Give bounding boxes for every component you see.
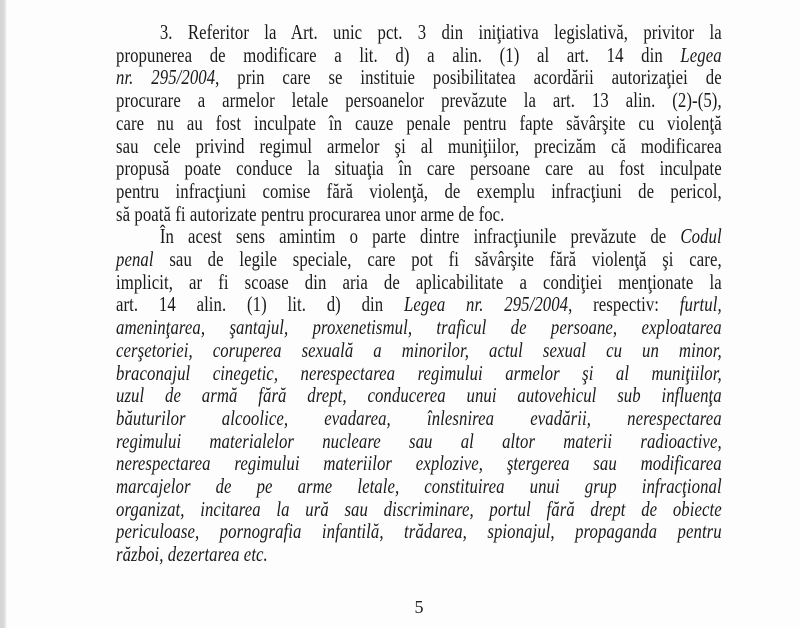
italic-text-segment: organizat, incitarea la ură sau discriminare, portul fără drept de obiecte	[116, 496, 722, 521]
text-segment: procurare a armelor letale persoanelor prevăzute la art. 13 alin. (2)-(5),	[116, 88, 722, 113]
text-segment: propusă poate conduce la situaţia în care persoane care au fost inculpate	[116, 156, 722, 181]
document-body-text	[116, 21, 722, 566]
text-line	[116, 248, 722, 271]
scanned-page-left-edge	[0, 0, 7, 628]
italic-text-segment: cerşetoriei, coruperea sexuală a minorilor, actul sexual cu un minor,	[116, 337, 722, 362]
text-line	[116, 475, 722, 498]
text-line	[116, 21, 722, 44]
text-segment: implicit, ar fi scoase din aria de aplicabilitate a condiţiei menţionate la	[116, 269, 722, 294]
text-line	[116, 430, 722, 453]
italic-text-segment: ameninţarea, şantajul, proxenetismul, traficul de persoane, exploatarea	[116, 315, 722, 340]
italic-text-segment: penal	[116, 247, 154, 272]
text-segment: sau de legile speciale, care pot fi săvârşite fără violenţă şi care,	[153, 247, 722, 272]
italic-text-segment: Legea	[680, 42, 722, 67]
italic-text-segment: furtul,	[679, 292, 722, 317]
italic-text-segment: Codul	[680, 224, 722, 249]
italic-text-segment: băuturilor alcoolice, evadarea, înlesnirea evadării, nerespectarea	[116, 405, 722, 430]
text-segment: pentru infracţiuni comise fără violenţă, de exemplu infracţiuni de pericol,	[116, 178, 722, 203]
italic-text-segment: braconajul cinegetic, nerespectarea regimului armelor şi al muniţiilor,	[116, 360, 722, 385]
page-number: 5	[414, 597, 424, 617]
text-segment: , prin care se instituie posibilitatea acordării autorizaţiei de	[215, 65, 722, 90]
text-line	[116, 339, 722, 362]
text-line	[116, 316, 722, 339]
text-segment: 3. Referitor la Art. unic pct. 3 din iniţiativa legislativă, privitor la	[159, 20, 722, 44]
text-line	[116, 543, 722, 566]
italic-text-segment: nr. 295/2004	[116, 65, 216, 90]
text-segment: sau cele privind regimul armelor şi al muniţiilor, precizăm că modificarea	[116, 133, 722, 158]
text-line	[116, 44, 722, 67]
italic-text-segment: război, dezertarea etc.	[116, 542, 268, 567]
text-line	[116, 89, 722, 112]
text-line	[116, 180, 722, 203]
text-segment: În acest sens amintim o parte dintre infracţiunile prevăzute de	[159, 224, 681, 249]
text-line	[116, 407, 722, 430]
text-line	[116, 384, 722, 407]
text-line	[116, 520, 722, 543]
text-segment: art. 14 alin. (1) lit. d) din	[116, 292, 404, 317]
text-line	[116, 225, 722, 248]
text-segment: care nu au fost inculpate în cauze penale pentru fapte săvârşite cu violenţă	[116, 110, 722, 135]
text-line	[116, 135, 722, 158]
italic-text-segment: nerespectarea regimului materiilor explozive, ştergerea sau modificarea	[116, 451, 722, 476]
italic-text-segment: uzul de armă fără drept, conducerea unui autovehicul sub influenţa	[116, 383, 722, 408]
text-line	[116, 203, 722, 226]
text-line	[116, 112, 722, 135]
text-segment: , respectiv:	[568, 292, 680, 317]
text-line	[116, 66, 722, 89]
text-line	[116, 157, 722, 180]
text-segment: să poată fi autorizate pentru procurarea unor arme de foc.	[116, 201, 505, 226]
italic-text-segment: Legea nr. 295/2004	[403, 292, 569, 317]
text-line	[116, 452, 722, 475]
text-line	[116, 498, 722, 521]
text-line	[116, 293, 722, 316]
italic-text-segment: regimului materialelor nucleare sau al altor materii radioactive,	[116, 428, 722, 453]
italic-text-segment: marcajelor de pe arme letale, constituirea unui grup infracţional	[116, 474, 722, 499]
text-segment: propunerea de modificare a lit. d) a alin. (1) al art. 14 din	[116, 42, 681, 67]
italic-text-segment: periculoase, pornografia infantilă, trădarea, spionajul, propaganda pentru	[116, 519, 722, 544]
text-line	[116, 362, 722, 385]
text-line	[116, 271, 722, 294]
